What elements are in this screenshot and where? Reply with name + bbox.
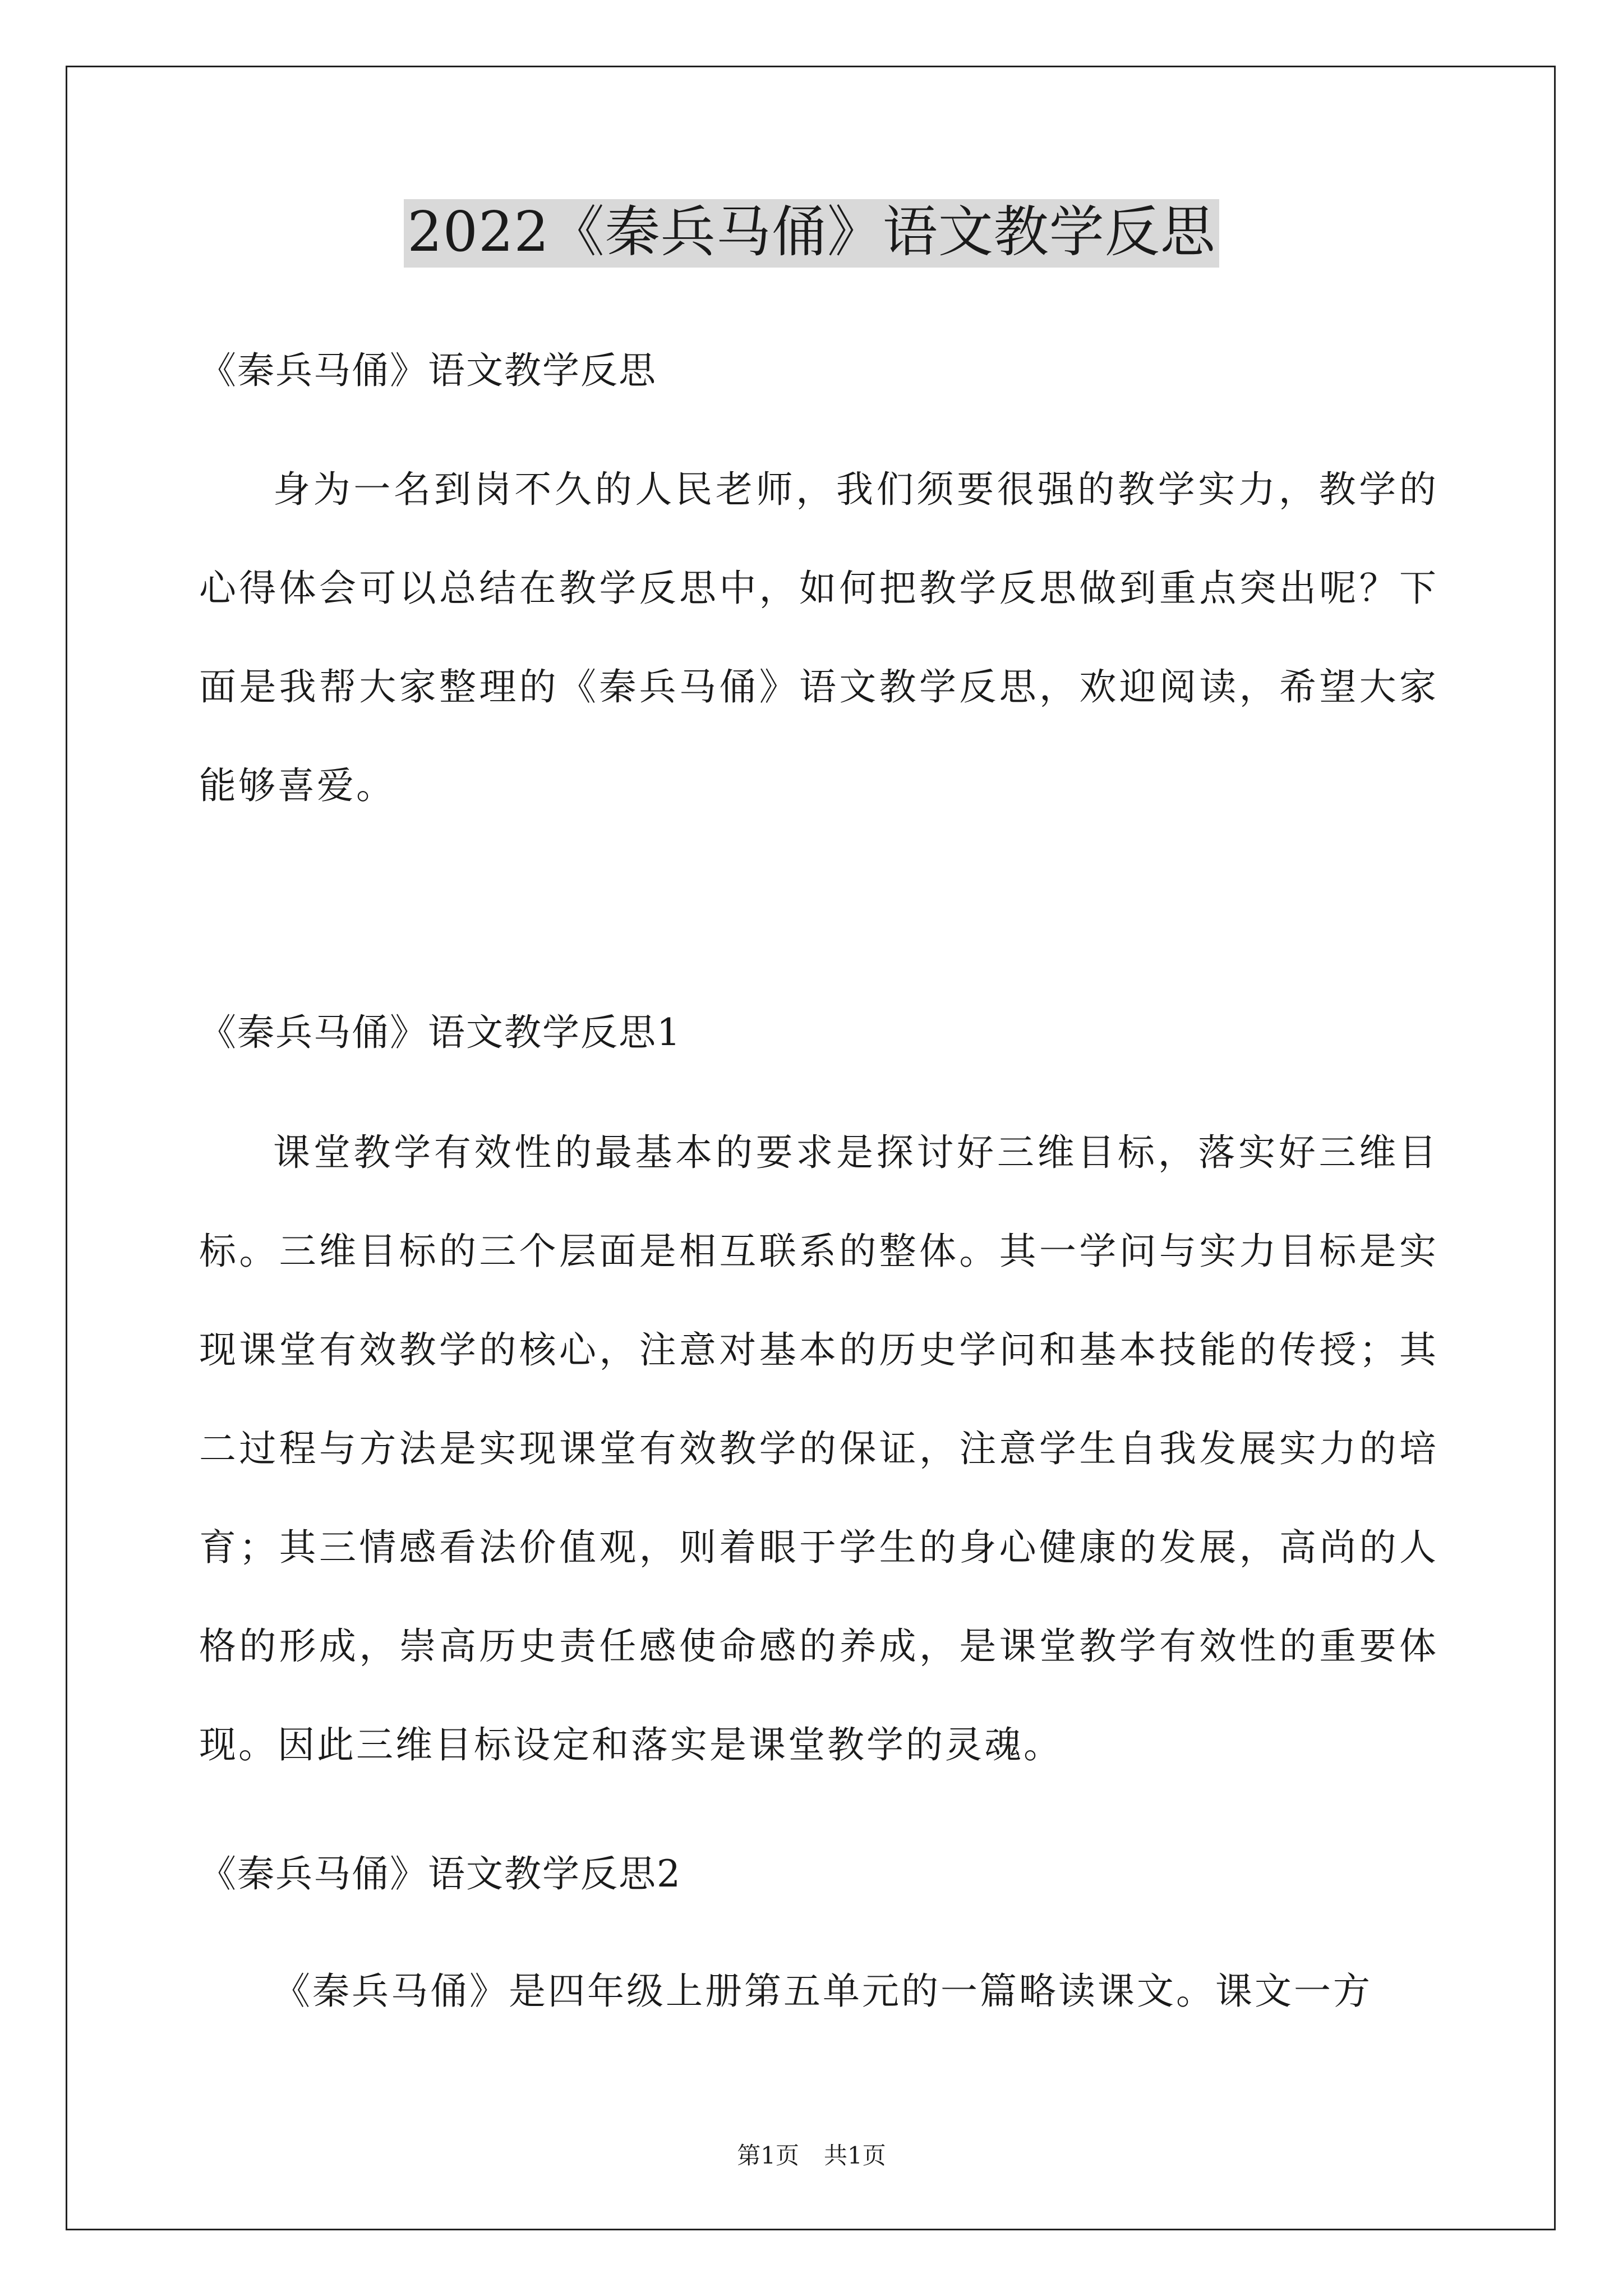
section-body-1: 课堂教学有效性的最基本的要求是探讨好三维目标，落实好三维目标。三维目标的三个层面是相互联系的整体。其一学问与实力目标是实现课堂有效教学的核心，注意对基本的历史学问和基本技能的传授；其二过程与方法是实现课堂有效教学的保证，注意学生自我发展实力的培育；其三情感看法价值观，则着眼于学生的身心健康的发展，高尚的人格的形成，崇高历史责任感使命感的养成，是课堂教学有效性的重要体现。因此三维目标设定和落实是课堂教学的灵魂。 [199, 1131, 1438, 1766]
section-heading-1: 《秦兵马俑》语文教学反思1 [199, 1011, 681, 1054]
intro-paragraph: 身为一名到岗不久的人民老师，我们须要很强的教学实力，教学的心得体会可以总结在教学反思中，如何把教学反思做到重点突出呢？下面是我帮大家整理的《秦兵马俑》语文教学反思，欢迎阅读，希望大家能够喜爱。 [199, 468, 1438, 807]
section-body-2: 《秦兵马俑》是四年级上册第五单元的一篇略读课文。课文一方 [273, 1970, 1372, 2013]
document-title [0, 199, 1623, 268]
section-heading-2: 《秦兵马俑》语文教学反思2 [199, 1852, 681, 1895]
page-number-total: 共1页 [824, 2142, 886, 2169]
document-title-text: 2022《秦兵马俑》语文教学反思 [404, 199, 1219, 268]
page-footer [0, 2137, 1623, 2171]
page-number-current: 第1页 [737, 2142, 799, 2169]
document-subtitle: 《秦兵马俑》语文教学反思 [199, 349, 657, 392]
